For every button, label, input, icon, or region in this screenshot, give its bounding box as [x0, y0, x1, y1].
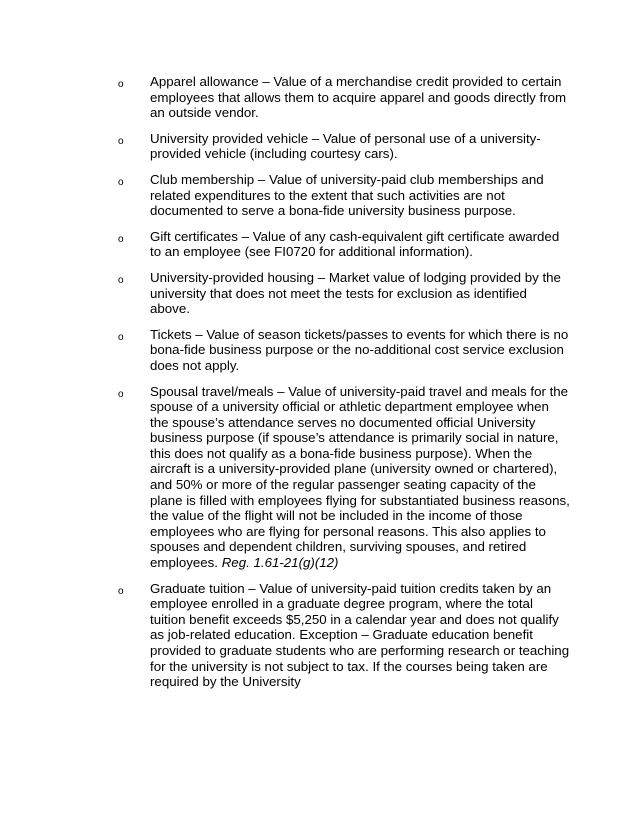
bullet-marker: o	[118, 233, 124, 245]
bullet-marker: o	[118, 388, 124, 400]
bullet-marker: o	[118, 176, 124, 188]
bullet-marker: o	[118, 274, 124, 286]
list-item-text: Club membership – Value of university-paid club memberships and related expenditures to the extent that such activities are not documented to serve a bona-fide university business purpose.	[150, 171, 544, 219]
list-item-text-with-citation	[150, 384, 570, 571]
list-item-club-membership	[0, 172, 638, 219]
bullet-marker: o	[118, 135, 124, 147]
bullet-marker: o	[118, 331, 124, 343]
list-item-text: Apparel allowance – Value of a merchandise credit provided to certain employees that allows them to acquire apparel and goods directly from an outside vendor.	[150, 74, 567, 121]
bullet-marker: o	[118, 585, 124, 597]
list-item-apparel-allowance	[0, 74, 638, 121]
list-item-text: Graduate tuition – Value of university-paid tuition credits taken by an employee enrolled in a graduate degree program, where the total tuition benefit exceeds $5,250 in a calendar year and does not qualify as job-related education. Exception – Graduate education benefit provided to graduate students who are performing research or teaching for the university is not subject to tax. If the courses being taken are required by the University	[150, 580, 570, 690]
regulation-citation: Reg. 1.61-21(g)(12)	[221, 555, 339, 571]
list-item-graduate-tuition	[0, 581, 638, 690]
list-item-text: University provided vehicle – Value of personal use of a university-provided vehicle (including courtesy cars).	[150, 130, 541, 162]
list-item-text: Tickets – Value of season tickets/passes to events for which there is no bona-fide business purpose or the no-additional cost service exclusion does not apply.	[150, 326, 569, 373]
list-item-university-vehicle	[0, 131, 638, 162]
list-item-tickets	[0, 327, 638, 374]
list-item-text: Spousal travel/meals – Value of university-paid travel and meals for the spouse of a university official or athletic department employee when the spouse’s attendance serves no documented official University business purpose (if spouse’s attendance is primarily social in nature, this does not qualify as a bona-fide business purpose). When the aircraft is a university-provided plane (university owned or chartered), and 50% or more of the regular passenger seating capacity of the plane is filled with employees flying for substantiated business reasons, the value of the flight will not be included in the income of those employees who are flying for personal reasons. This also applies to spouses and dependent children, surviving spouses, and retired employees.	[150, 383, 570, 571]
bullet-marker: o	[118, 79, 124, 90]
list-item-text: Gift certificates – Value of any cash-equivalent gift certificate awarded to an employee (see FI0720 for additional information).	[150, 228, 560, 260]
list-item-gift-certificates	[0, 229, 638, 260]
list-item-text: University-provided housing – Market value of lodging provided by the university that does not meet the tests for exclusion as identified above.	[150, 269, 561, 317]
bullet-list	[0, 74, 638, 700]
list-item-university-housing	[0, 270, 638, 317]
list-item-spousal-travel	[0, 384, 638, 571]
